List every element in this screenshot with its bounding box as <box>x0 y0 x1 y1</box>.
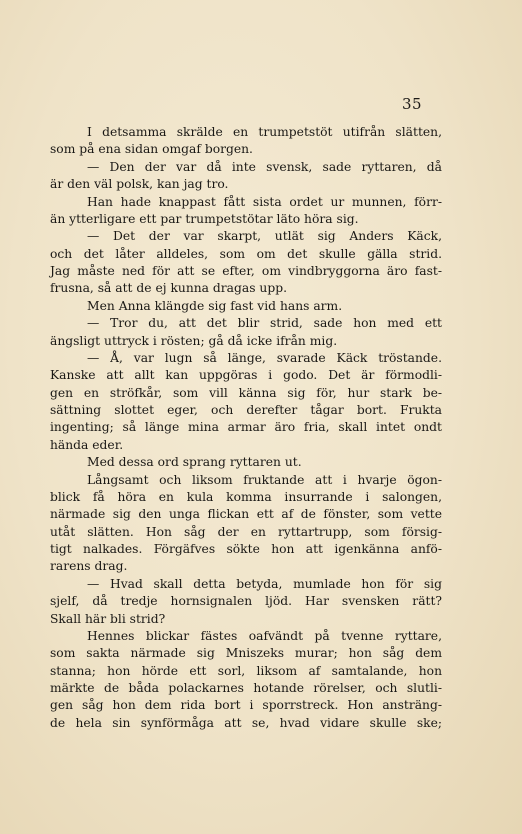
text-line: sjelf, då tredje hornsignalen ljöd. Har svensken rätt? <box>50 594 442 609</box>
text-line: gen en ströfkår, som vill känna sig för, hur stark be- <box>50 385 442 400</box>
text-line: stanna; hon hörde ett sorl, liksom af samtalande, hon <box>50 663 442 678</box>
text-line: är den väl polsk, kan jag tro. <box>50 177 229 192</box>
text-line: Långsamt och liksom fruktande att i hvarje ögon- <box>87 472 442 487</box>
text-line: utåt slätten. Hon såg der en ryttartrupp, som försig- <box>50 524 442 539</box>
text-line: — Tror du, att det blir strid, sade hon med ett <box>87 316 442 331</box>
text-line: — Den der var då inte svensk, sade ryttaren, då <box>87 159 442 174</box>
text-line: tigt nalkades. Förgäfves sökte hon att igenkänna anfö- <box>50 542 442 556</box>
text-line: — Det der var skarpt, utlät sig Anders Käck, <box>87 229 442 244</box>
text-line: och det låter alldeles, som om det skulle gälla strid. <box>50 246 442 261</box>
text-line: som på ena sidan omgaf borgen. <box>50 142 253 157</box>
body-text <box>50 124 442 732</box>
text-line: frusna, så att de ej kunna dragas upp. <box>50 281 287 296</box>
text-line: Han hade knappast fått sista ordet ur munnen, förr- <box>87 194 442 209</box>
text-line: märkte de båda polackarnes hotande rörelser, och slutli- <box>50 681 442 695</box>
text-line: Kanske att allt kan uppgöras i godo. Det är förmodli- <box>50 368 442 383</box>
text-line: Skall här bli strid? <box>50 611 166 626</box>
text-line: de hela sin synförmåga att se, hvad vidare skulle ske; <box>50 715 442 730</box>
text-line: Men Anna klängde sig fast vid hans arm. <box>87 298 343 313</box>
text-line: — Hvad skall detta betyda, mumlade hon för sig <box>87 576 442 591</box>
text-line: — Å, var lugn så länge, svarade Käck tröstande. <box>87 350 442 365</box>
text-line: blick få höra en kula komma insurrande i salongen, <box>50 489 442 504</box>
text-line: än ytterligare ett par trumpetstötar läto höra sig. <box>50 211 359 226</box>
text-line: närmade sig den unga flickan ett af de fönster, som vette <box>50 507 442 522</box>
text-line: ängsligt uttryck i rösten; gå då icke ifrån mig. <box>50 333 338 348</box>
text-line: Med dessa ord sprang ryttaren ut. <box>87 455 302 470</box>
text-line: rarens drag. <box>50 559 128 574</box>
text-line: sättning slottet eger, och derefter tågar bort. Frukta <box>50 403 442 417</box>
text-line: Hennes blickar fästes oafvändt på tvenne ryttare, <box>87 628 442 643</box>
page-number: 35 <box>402 95 423 113</box>
text-line: I detsamma skrälde en trumpetstöt utifrån slätten, <box>87 125 442 139</box>
text-line: gen såg hon dem rida bort i sporrstreck. Hon ansträng- <box>50 698 442 713</box>
text-line: ingenting; så länge mina armar äro fria, skall intet ondt <box>50 420 442 435</box>
text-line: Jag måste ned för att se efter, om vindbryggorna äro fast- <box>50 264 442 278</box>
text-line: som sakta närmade sig Mniszeks murar; hon såg dem <box>50 646 442 661</box>
text-line: hända eder. <box>50 437 124 452</box>
